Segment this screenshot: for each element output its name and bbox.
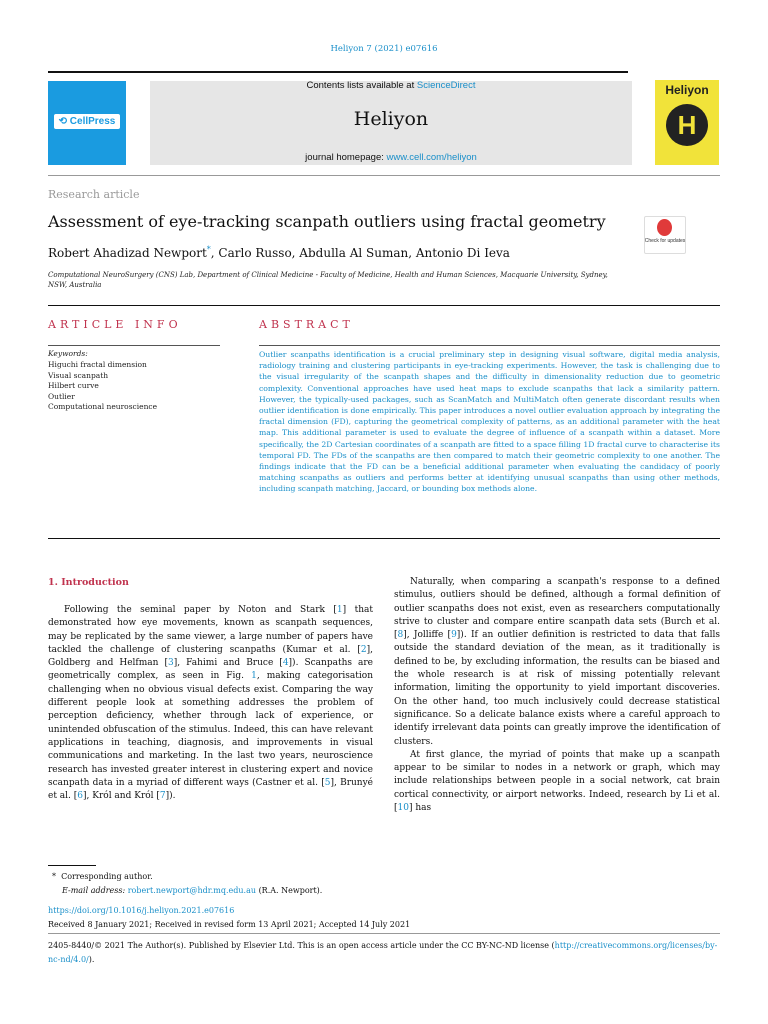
citation-link[interactable]: 4: [282, 658, 289, 669]
cellpress-logo[interactable]: [54, 114, 120, 129]
affiliation: Computational NeuroSurgery (CNS) Lab, Department of Clinical Medicine - Faculty of Medicine, Health and Human Sciences, Macquarie University, Sydney, NSW, Australia: [48, 271, 608, 289]
footnote-rule: [48, 865, 96, 866]
intro-paragraph: Naturally, when comparing a scanpath's response to a defined stimulus, outliers should be defined, although a formal definition of outlier scanpaths does not exist, even as researchers computationally strive to cluster and compare entire scanpath data sets (Burch et al. [8], Jolliffe [9]). If an outlier definition is restricted to data that falls outside the standard deviation of the mean, as it traditionally is defined to be, by excluding information, the results can be biased and the whole research is at risk of missing potentially relevant information, limiting the opportunity to yield important discoveries. On the other hand, too much inclusively could decrease statistical significance. So a delicate balance exists where a careful approach to identify irrelevant data points can greatly improve the identification of clusters.: [394, 577, 720, 747]
authors-rest: , Carlo Russo, Abdulla Al Suman, Antonio Di Ieva: [210, 246, 510, 260]
cover-logo-icon: H: [666, 104, 708, 146]
citation-link[interactable]: 2: [360, 644, 367, 655]
intro-paragraph: At first glance, the myriad of points that make up a scanpath appear to be similar to nodes in a network or graph, which may include relationships between people in a social network, cat brain cortical connectivity, or airport networks. Indeed, research by Li et al. [10] has: [394, 749, 720, 814]
citation-link[interactable]: 1: [336, 605, 343, 615]
keyword: Visual scanpath: [48, 370, 109, 380]
received-dates: Received 8 January 2021; Received in revised form 13 April 2021; Accepted 14 July 2021: [48, 920, 411, 929]
article-info-heading: ARTICLE INFO: [48, 318, 182, 331]
article-info-rule: [48, 345, 220, 346]
license-statement: 2405-8440/© 2021 The Author(s). Published by Elsevier Ltd. This is an open access article under the CC BY-NC-ND license (http://creativecommons.org/licenses/by-nc-nd/4.0/).: [48, 941, 718, 964]
intro-right-column: [394, 576, 720, 815]
email-link[interactable]: robert.newport@hdr.mq.edu.au: [127, 886, 257, 895]
author-newport[interactable]: Robert Ahadizad Newport: [48, 246, 207, 260]
header-bottom-rule: [48, 175, 720, 176]
citation-link[interactable]: 5: [324, 777, 331, 788]
paper-title: Assessment of eye-tracking scanpath outliers using fractal geometry: [48, 212, 606, 231]
journal-homepage-line: [150, 152, 632, 163]
corresponding-author-mark[interactable]: *: [206, 245, 211, 254]
keywords-label: Keywords:: [48, 349, 88, 358]
sciencedirect-link[interactable]: ScienceDirect: [416, 80, 476, 91]
journal-reference[interactable]: Heliyon 7 (2021) e07616: [330, 44, 438, 54]
section-rule: [48, 305, 720, 306]
cellpress-label: CellPress: [69, 116, 116, 127]
homepage-link[interactable]: www.cell.com/heliyon: [386, 152, 477, 163]
citation-link[interactable]: 7: [159, 791, 166, 802]
citation-link[interactable]: 10: [397, 803, 409, 814]
keyword: Hilbert curve: [48, 381, 99, 390]
contents-line: [150, 80, 632, 91]
email-suffix: (R.A. Newport).: [258, 886, 323, 895]
cellpress-icon: ⟲: [58, 116, 70, 127]
article-type: Research article: [48, 188, 140, 201]
footnote-mark: *: [52, 872, 56, 881]
citation-link[interactable]: 9: [451, 630, 457, 641]
citation-link[interactable]: 3: [168, 658, 174, 669]
keyword: Computational neuroscience: [48, 402, 158, 411]
footnote: [52, 870, 322, 898]
cover-title: Heliyon: [665, 83, 709, 97]
journal-title: Heliyon: [353, 108, 429, 130]
citation-link[interactable]: 6: [77, 791, 84, 802]
abstract-rule: [259, 345, 720, 346]
figure-link[interactable]: 1: [251, 671, 257, 682]
keyword: Outlier: [48, 391, 75, 401]
footer-rule: [48, 933, 720, 934]
corresponding-author-note: Corresponding author.: [61, 872, 153, 881]
abstract-heading: ABSTRACT: [259, 318, 354, 331]
author-list: [48, 245, 510, 260]
introduction-heading: 1. Introduction: [48, 577, 129, 588]
keyword: Higuchi fractal dimension: [48, 360, 147, 369]
contents-prefix: Contents lists available at: [306, 80, 415, 91]
intro-paragraph: Following the seminal paper by Noton and Stark [1] that demonstrated how eye movements, known as scanpath sequences, may be replicated by the same viewer, a large number of papers have tackled the challenge of clustering scanpaths (Kumar et al. [2], Goldberg and Helfman [3], Fahimi and Bruce [4]). Scanpaths are geometrically complex, as seen in Fig. 1, making categorisation challenging when no obvious visual defects exist. Comparing the way different people look at something addresses the problem of perception deficiency, whether through lack of experience, or unintended obfuscation of the stimulus. Indeed, this can have relevant applications in teaching, diagnosis, and improvements in visual communications and marketing. In the last two years, neuroscience research has invested greater interest in clustering expert and novice scanpath data in a myriad of different ways (Castner et al. [5], Brunyé et al. [6], Król and Król [7]).: [48, 605, 374, 802]
abstract-text: Outlier scanpaths identification is a crucial preliminary step in designing visual software, digital media analysis, radiology training and clustering participants in eye-tracking experiments. However, the task is challenging due to the visual irregularity of the scanpath shapes and the difficulty in dimensionality reduction due to geometric complexity. Conventional approaches have used heat maps to exclude scanpaths that lack a similarity pattern. However, the typically-used packages, such as ScanMatch and MultiMatch often generate discordant results when outlier identification is done empirically. This paper introduces a novel outlier evaluation approach by integrating the fractal dimension (FD), capturing the geometrical complexity of patterns, as an additional parameter with the heat map. This additional parameter is used to evaluate the degree of influence of a scanpath within a dataset. More specifically, the 2D Cartesian coordinates of a scanpath are fitted to a space filling 1D fractal curve to characterise its temporal FD. The FDs of the scanpaths are then compared to match their geometric complexity to one another. The findings indicate that the FD can be a beneficial additional parameter when evaluating the candidacy of poorly matching scanpaths as outliers and performs better at identifying unusual scanpaths than using other methods, including scanpath matching, Jaccard, or bounding box methods alone.: [259, 350, 720, 494]
intro-left-column: [48, 604, 373, 803]
email-label: E-mail address:: [62, 886, 126, 895]
check-for-updates-label: Check for updates: [644, 238, 686, 244]
doi-link[interactable]: https://doi.org/10.1016/j.heliyon.2021.e07616: [48, 906, 235, 915]
homepage-prefix: journal homepage:: [305, 152, 384, 163]
license-link[interactable]: http://creativecommons.org/licenses/by-nc-nd/4.0/: [48, 941, 718, 964]
body-rule: [48, 538, 720, 539]
citation-link[interactable]: 8: [397, 630, 404, 641]
header-top-rule: [48, 71, 628, 73]
bookmark-icon: [657, 219, 672, 236]
keyword-list: [48, 360, 220, 413]
